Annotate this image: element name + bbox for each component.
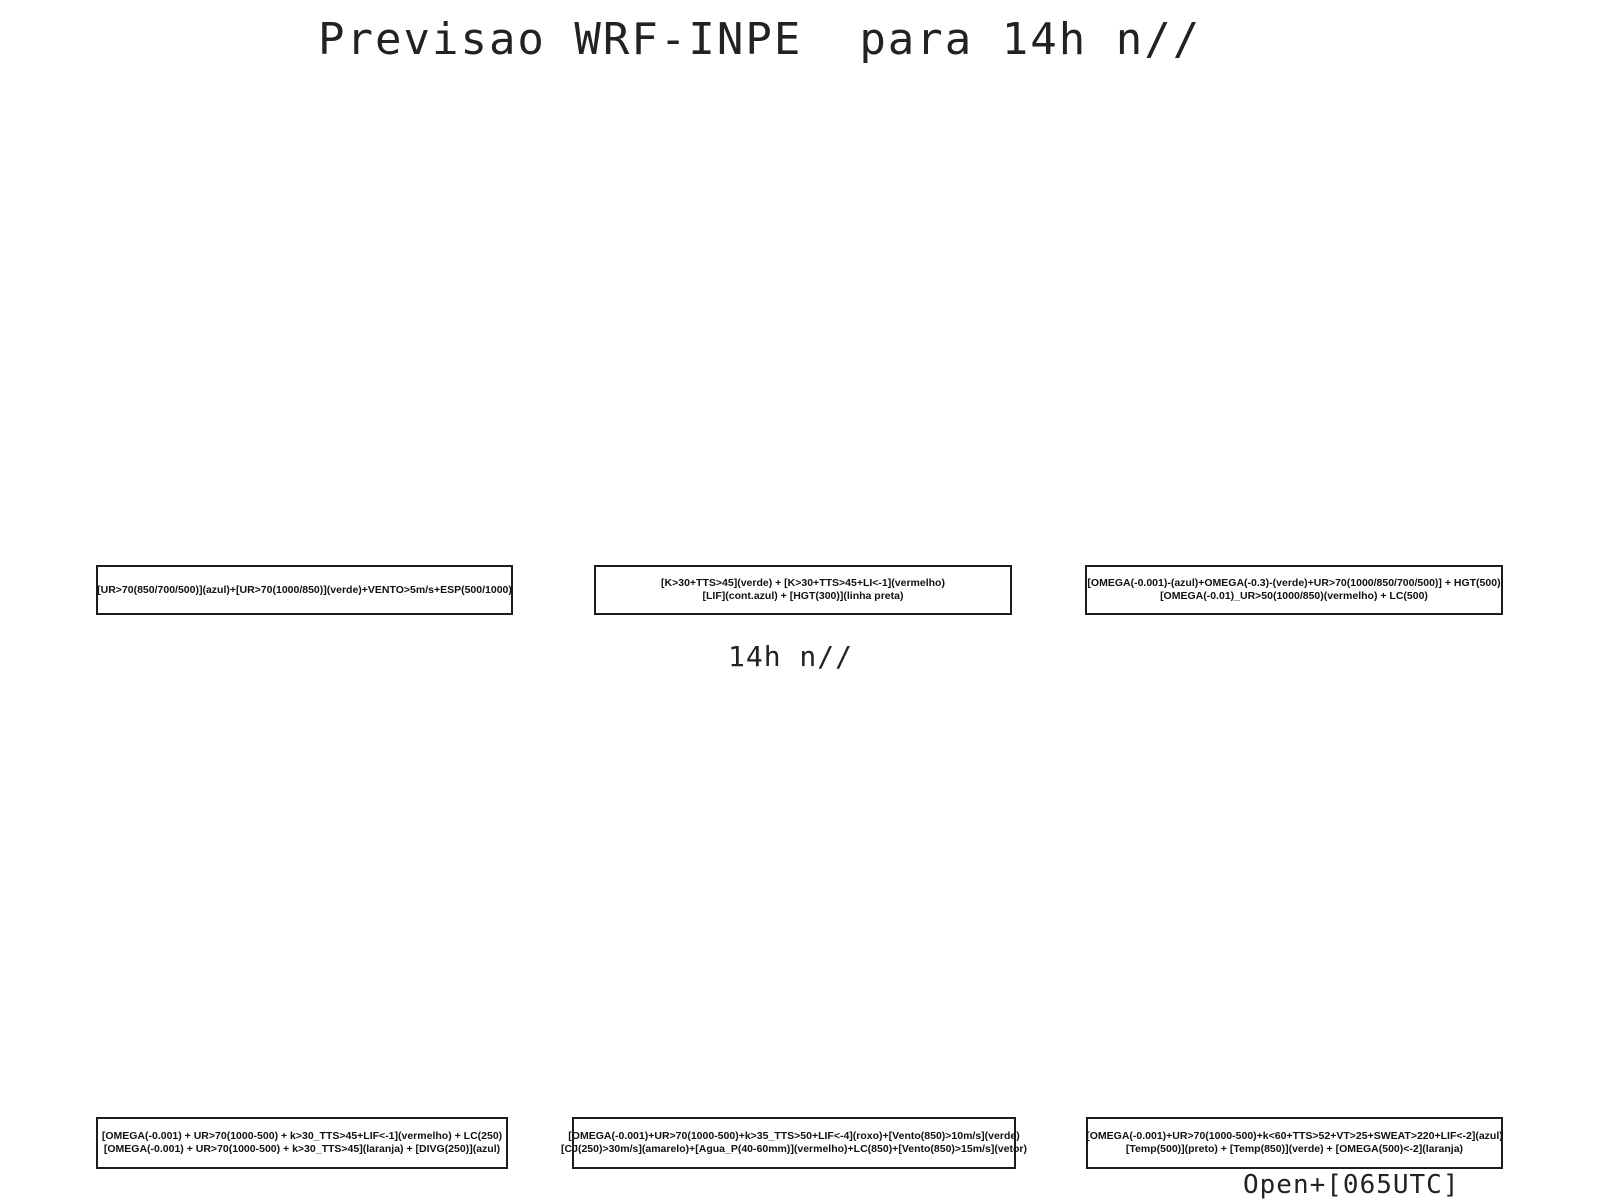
legend-text: [CJ(250)>30m/s](amarelo)+[Agua_P(40-60mm)](vermelho)+LC(850)+[Vento(850)>15m/s](vetor)	[561, 1143, 1027, 1155]
legend-text: [LIF](cont.azul) + [HGT(300)](linha preta)	[702, 590, 904, 602]
page-title: Previsao WRF-INPE para 14h n//	[318, 14, 1202, 65]
legend-text: [OMEGA(-0.001)+UR>70(1000-500)+k>35_TTS>50+LIF<-4](roxo)+[Vento(850)>10m/s](verde)	[568, 1130, 1020, 1142]
center-time-label: 14h n//	[728, 640, 854, 673]
legend-text: [OMEGA(-0.01)_UR>50(1000/850)(vermelho) + LC(500)	[1160, 590, 1428, 602]
legend-text: [OMEGA(-0.001) + UR>70(1000-500) + k>30_TTS>45](laranja) + [DIVG(250)](azul)	[103, 1143, 501, 1155]
legend-box-top-right	[1085, 565, 1503, 615]
legend-text: [OMEGA(-0.001) + UR>70(1000-500) + k>30_TTS>45+LIF<-1](vermelho) + LC(250)	[101, 1130, 503, 1142]
legend-box-bottom-right	[1086, 1117, 1503, 1169]
footer-utc-label: Open+[065UTC]	[1243, 1170, 1460, 1200]
legend-box-top-middle	[594, 565, 1012, 615]
legend-text: [OMEGA(-0.001)-(azul)+OMEGA(-0.3)-(verde)+UR>70(1000/850/700/500)] + HGT(500)	[1087, 577, 1501, 589]
legend-text: [UR>70(850/700/500)](azul)+[UR>70(1000/850)](verde)+VENTO>5m/s+ESP(500/1000)	[97, 583, 512, 596]
legend-box-bottom-left	[96, 1117, 508, 1169]
legend-text: [K>30+TTS>45](verde) + [K>30+TTS>45+LI<-1](vermelho)	[661, 577, 945, 589]
legend-text: [Temp(500)](preto) + [Temp(850)](verde) + [OMEGA(500)<-2](laranja)	[1125, 1143, 1464, 1155]
legend-box-bottom-middle	[561, 1117, 1027, 1169]
legend-box-top-left	[96, 565, 513, 615]
legend-text: [OMEGA(-0.001)+UR>70(1000-500)+k<60+TTS>52+VT>25+SWEAT>220+LIF<-2](azul)	[1086, 1130, 1503, 1142]
